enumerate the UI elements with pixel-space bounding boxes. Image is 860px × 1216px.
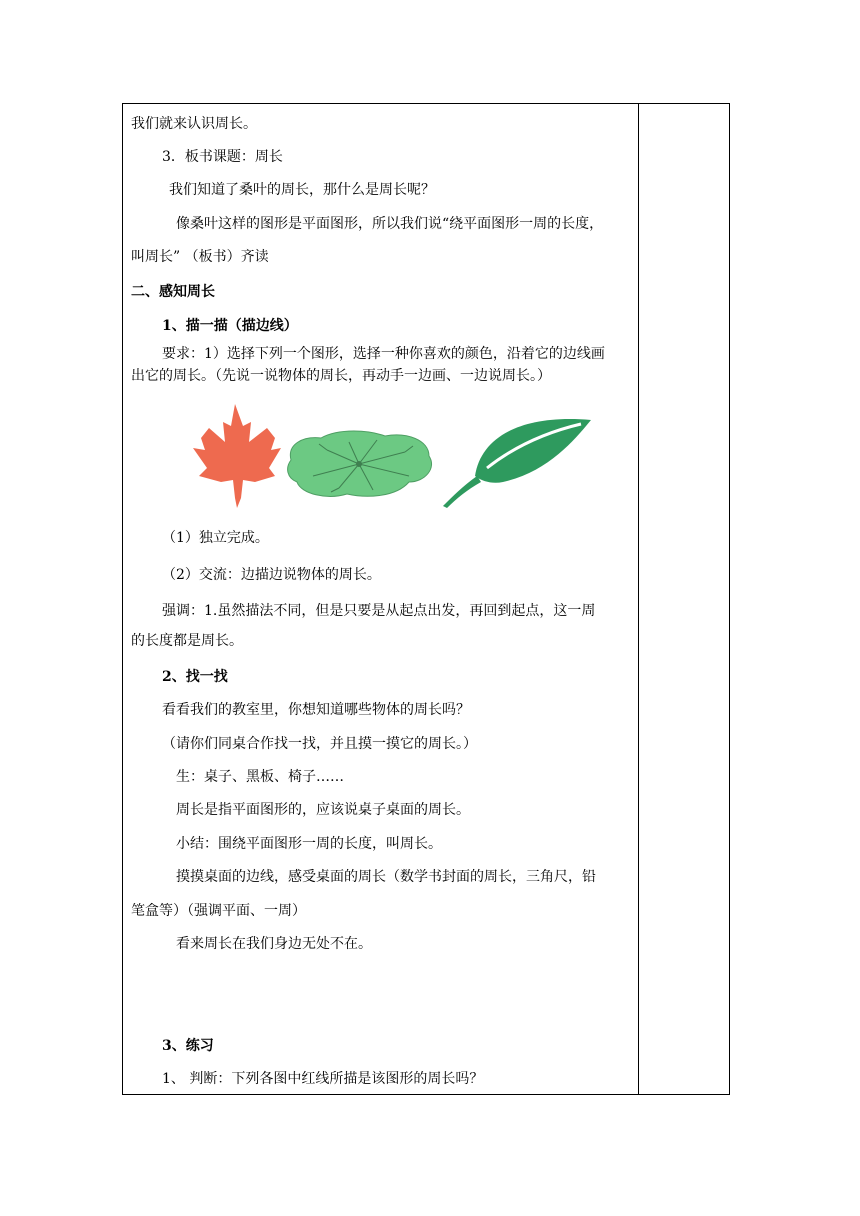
text-line: 我们知道了桑叶的周长，那什么是周长呢？ — [169, 182, 435, 198]
text-line: 像桑叶这样的图形是平面图形，所以我们说“绕平面图形一周的长度， — [176, 216, 604, 232]
text-line: 出它的周长。（先说一说物体的周长，再动手一边画、一边说周长。） — [131, 368, 551, 384]
section-heading: 二、感知周长 — [131, 284, 215, 300]
lotus-leaf-icon — [288, 431, 432, 496]
text-line: 要求：1）选择下列一个图形，选择一种你喜欢的颜色，沿着它的边线画 — [162, 346, 605, 362]
column-divider — [638, 104, 639, 1094]
text-line: 叫周长” （板书）齐读 — [131, 249, 269, 265]
text-line: 笔盒等）（强调平面、一周） — [131, 903, 306, 919]
text-line: 看看我们的教室里，你想知道哪些物体的周长吗？ — [162, 702, 470, 718]
subsection-heading: 3、练习 — [162, 1038, 214, 1054]
text-line: 生：桌子、黑板、椅子…… — [176, 769, 344, 785]
text-line: （请你们同桌合作找一找，并且摸一摸它的周长。） — [162, 736, 477, 752]
text-line: （1）独立完成。 — [162, 530, 269, 546]
text-line: 看来周长在我们身边无处不在。 — [176, 936, 372, 952]
tree-leaf-icon — [443, 419, 591, 508]
lesson-table — [122, 103, 730, 1095]
text-line: 摸摸桌面的边线，感受桌面的周长（数学书封面的周长，三角尺，铅 — [176, 869, 596, 885]
text-line: 1、 判断：下列各图中红线所描是该图形的周长吗？ — [162, 1071, 484, 1087]
text-line: 3．板书课题：周长 — [162, 149, 283, 165]
subsection-heading: 1、描一描（描边线） — [162, 318, 298, 334]
text-line: 周长是指平面图形的，应该说桌子桌面的周长。 — [176, 802, 470, 818]
text-line: 的长度都是周长。 — [131, 633, 243, 649]
text-line: （2）交流：边描边说物体的周长。 — [162, 567, 381, 583]
leaf-illustrations — [163, 402, 603, 512]
text-line: 我们就来认识周长。 — [131, 116, 257, 132]
text-line: 强调：1.虽然描法不同，但是只要是从起点出发，再回到起点，这一周 — [162, 603, 596, 619]
maple-leaf-icon — [193, 404, 281, 508]
subsection-heading: 2、找一找 — [162, 669, 228, 685]
text-line: 小结：围绕平面图形一周的长度，叫周长。 — [176, 836, 442, 852]
